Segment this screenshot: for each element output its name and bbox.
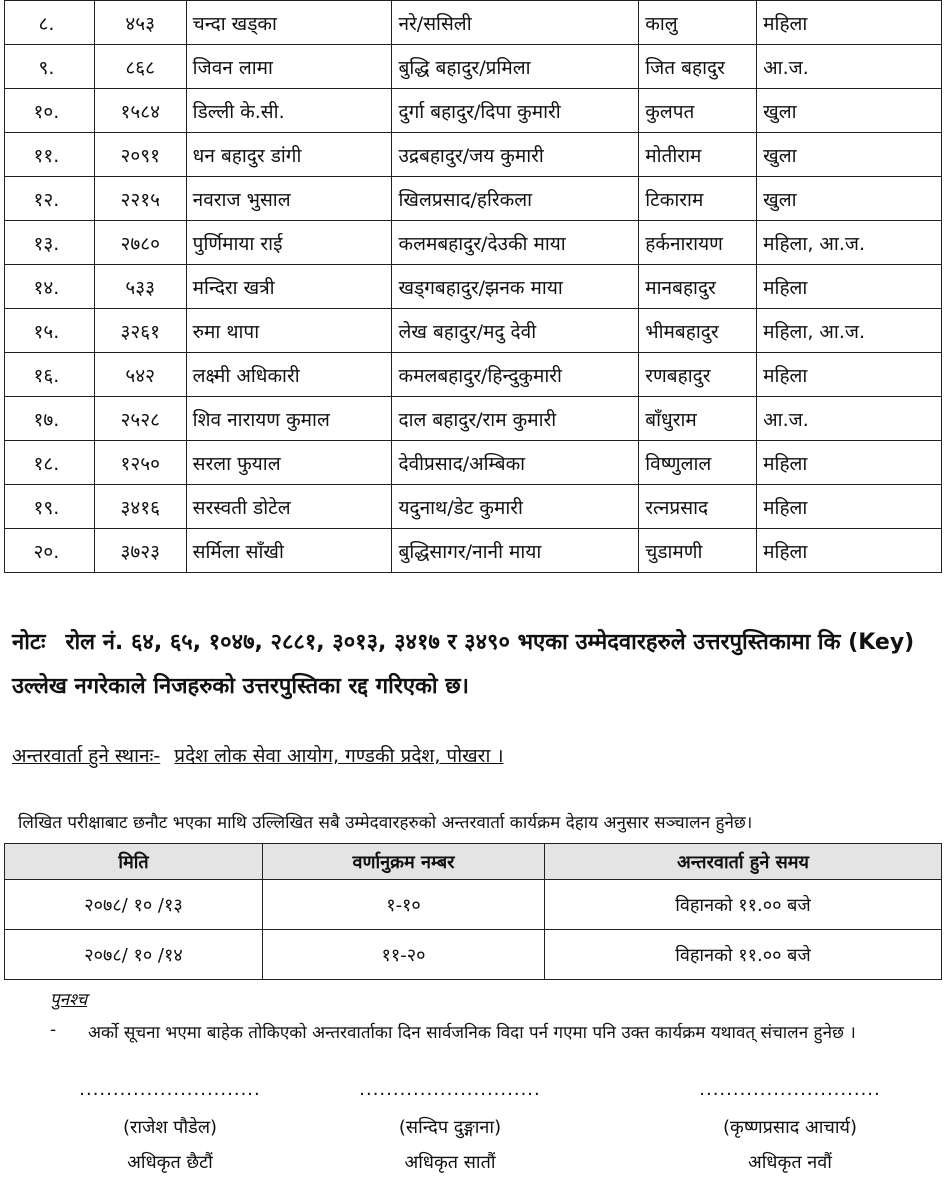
serial-number: ११.: [5, 133, 95, 177]
candidate-table-body: [5, 1, 942, 573]
serial-number: १०.: [5, 89, 95, 133]
signatory-1: [50, 1080, 290, 1176]
signature-line: ...........................: [79, 1079, 261, 1100]
grandfather-name: मोतीराम: [639, 133, 757, 177]
candidate-name: सरला फुयाल: [186, 441, 392, 485]
grandfather-name: जित बहादुर: [639, 45, 757, 89]
roll-number: ५४२: [94, 353, 186, 397]
schedule-range: १-१०: [263, 880, 545, 930]
schedule-table: [4, 843, 942, 980]
candidate-name: डिल्ली के.सी.: [186, 89, 392, 133]
schedule-intro: लिखित परीक्षाबाट छनौट भएका माथि उल्लिखित सबै उम्मेदवारहरुको अन्तरवार्ता कार्यक्रम देहाय अनुसार सञ्चालन हुनेछ।: [18, 813, 753, 833]
parents-name: लेख बहादुर/मदु देवी: [392, 309, 639, 353]
schedule-row: [5, 930, 942, 980]
table-row: [5, 485, 942, 529]
schedule-date: २०७८/ १० /१४: [5, 930, 263, 980]
grandfather-name: मानबहादुर: [639, 265, 757, 309]
parents-name: कमलबहादुर/हिन्दुकुमारी: [392, 353, 639, 397]
candidate-category: खुला: [757, 89, 942, 133]
table-row: [5, 441, 942, 485]
parents-name: दाल बहादुर/राम कुमारी: [392, 397, 639, 441]
serial-number: १७.: [5, 397, 95, 441]
table-row: [5, 353, 942, 397]
candidate-category: महिला: [757, 441, 942, 485]
roll-number: २५२८: [94, 397, 186, 441]
candidate-category: महिला: [757, 265, 942, 309]
roll-number: २०९१: [94, 133, 186, 177]
candidate-name: धन बहादुर डांगी: [186, 133, 392, 177]
schedule-header-date: मिति: [5, 844, 263, 880]
schedule-range: ११-२०: [263, 930, 545, 980]
parents-name: नरे/ससिली: [392, 1, 639, 45]
table-row: [5, 177, 942, 221]
roll-number: ३४१६: [94, 485, 186, 529]
candidate-category: खुला: [757, 133, 942, 177]
candidate-name: लक्ष्मी अधिकारी: [186, 353, 392, 397]
grandfather-name: रत्नप्रसाद: [639, 485, 757, 529]
parents-name: बुद्धि बहादुर/प्रमिला: [392, 45, 639, 89]
roll-number: ४५३: [94, 1, 186, 45]
candidate-name: शिव नारायण कुमाल: [186, 397, 392, 441]
signatory-3: [670, 1080, 910, 1176]
roll-number: २७८०: [94, 221, 186, 265]
grandfather-name: विष्णुलाल: [639, 441, 757, 485]
table-row: [5, 309, 942, 353]
serial-number: १८.: [5, 441, 95, 485]
parents-name: दुर्गा बहादुर/दिपा कुमारी: [392, 89, 639, 133]
candidate-category: आ.ज.: [757, 45, 942, 89]
candidate-category: महिला, आ.ज.: [757, 221, 942, 265]
table-row: [5, 397, 942, 441]
candidate-category: खुला: [757, 177, 942, 221]
table-row: [5, 265, 942, 309]
candidate-name: सर्मिला साँखी: [186, 529, 392, 573]
candidate-name: जिवन लामा: [186, 45, 392, 89]
signatory-2: [330, 1080, 570, 1176]
candidate-name: सरस्वती डोटेल: [186, 485, 392, 529]
interview-venue: [12, 742, 504, 768]
table-row: [5, 221, 942, 265]
schedule-row: [5, 880, 942, 930]
candidate-category: आ.ज.: [757, 397, 942, 441]
roll-number: ५३३: [94, 265, 186, 309]
table-row: [5, 529, 942, 573]
candidate-name: चन्दा खड्का: [186, 1, 392, 45]
candidate-table: [4, 0, 942, 573]
candidate-category: महिला, आ.ज.: [757, 309, 942, 353]
parents-name: खिलप्रसाद/हरिकला: [392, 177, 639, 221]
signatory-title: अधिकृत नवौं: [748, 1152, 832, 1173]
table-row: [5, 45, 942, 89]
postscript-bullet: -: [50, 1020, 57, 1040]
roll-number: १२५०: [94, 441, 186, 485]
postscript-text: अर्को सूचना भएमा बाहेक तोकिएको अन्तरवार्ताका दिन सार्वजनिक विदा पर्न गएमा पनि उक्त कार्यक्रम यथावत् संचालन हुनेछ ।: [88, 1023, 856, 1043]
candidate-category: महिला: [757, 529, 942, 573]
parents-name: उद्रबहादुर/जय कुमारी: [392, 133, 639, 177]
roll-number: ८६८: [94, 45, 186, 89]
candidate-category: महिला: [757, 485, 942, 529]
grandfather-name: कुलपत: [639, 89, 757, 133]
candidate-name: पुर्णिमाया राई: [186, 221, 392, 265]
serial-number: १६.: [5, 353, 95, 397]
schedule-date: २०७८/ १० /१३: [5, 880, 263, 930]
table-row: [5, 89, 942, 133]
grandfather-name: हर्कनारायण: [639, 221, 757, 265]
schedule-header-row: [5, 844, 942, 880]
schedule-header-range: वर्णानुक्रम नम्बर: [263, 844, 545, 880]
candidate-name: मन्दिरा खत्री: [186, 265, 392, 309]
signatory-title: अधिकृत सातौं: [404, 1152, 496, 1173]
grandfather-name: रणबहादुर: [639, 353, 757, 397]
signatory-name: (राजेश पौडेल): [122, 1117, 218, 1138]
grandfather-name: टिकाराम: [639, 177, 757, 221]
parents-name: बुद्धिसागर/नानी माया: [392, 529, 639, 573]
parents-name: कलमबहादुर/देउकी माया: [392, 221, 639, 265]
roll-number: २२१५: [94, 177, 186, 221]
signatory-title: अधिकृत छैटौं: [127, 1152, 213, 1173]
serial-number: १२.: [5, 177, 95, 221]
serial-number: १४.: [5, 265, 95, 309]
venue-value: प्रदेश लोक सेवा आयोग, गण्डकी प्रदेश, पोखरा ।: [174, 745, 504, 767]
grandfather-name: बाँधुराम: [639, 397, 757, 441]
schedule-header-time: अन्तरवार्ता हुने समय: [545, 844, 942, 880]
grandfather-name: भीमबहादुर: [639, 309, 757, 353]
note-label: नोटः: [12, 630, 46, 655]
table-row: [5, 1, 942, 45]
grandfather-name: चुडामणी: [639, 529, 757, 573]
candidate-category: महिला: [757, 353, 942, 397]
note-paragraph: [12, 621, 932, 709]
serial-number: ९.: [5, 45, 95, 89]
serial-number: १३.: [5, 221, 95, 265]
candidate-name: रुमा थापा: [186, 309, 392, 353]
grandfather-name: कालु: [639, 1, 757, 45]
table-row: [5, 133, 942, 177]
schedule-time: विहानको ११.०० बजे: [545, 880, 942, 930]
serial-number: ८.: [5, 1, 95, 45]
signature-line: ...........................: [359, 1079, 541, 1100]
parents-name: देवीप्रसाद/अम्बिका: [392, 441, 639, 485]
signature-line: ...........................: [699, 1079, 881, 1100]
candidate-category: महिला: [757, 1, 942, 45]
schedule-time: विहानको ११.०० बजे: [545, 930, 942, 980]
roll-number: १५८४: [94, 89, 186, 133]
venue-label: अन्तरवार्ता हुने स्थानः-: [12, 745, 161, 767]
parents-name: खड्गबहादुर/झनक माया: [392, 265, 639, 309]
postscript-title: पुनश्च: [50, 990, 88, 1010]
serial-number: १९.: [5, 485, 95, 529]
roll-number: ३२६१: [94, 309, 186, 353]
candidate-name: नवराज भुसाल: [186, 177, 392, 221]
signatory-name: (सन्दिप दुङ्गाना): [398, 1117, 502, 1138]
signatory-name: (कृष्णप्रसाद आचार्य): [723, 1117, 857, 1138]
serial-number: २०.: [5, 529, 95, 573]
serial-number: १५.: [5, 309, 95, 353]
parents-name: यदुनाथ/डेट कुमारी: [392, 485, 639, 529]
note-text: रोल नं. ६४, ६५, १०४७, २८८१, ३०१३, ३४१७ र ३४९० भएका उम्मेदवारहरुले उत्तरपुस्तिकामा कि (Key) उल्लेख नगरेकाले निजहरुको उत्तरपुस्तिका रद्द गरिएको छ।: [12, 630, 915, 699]
roll-number: ३७२३: [94, 529, 186, 573]
